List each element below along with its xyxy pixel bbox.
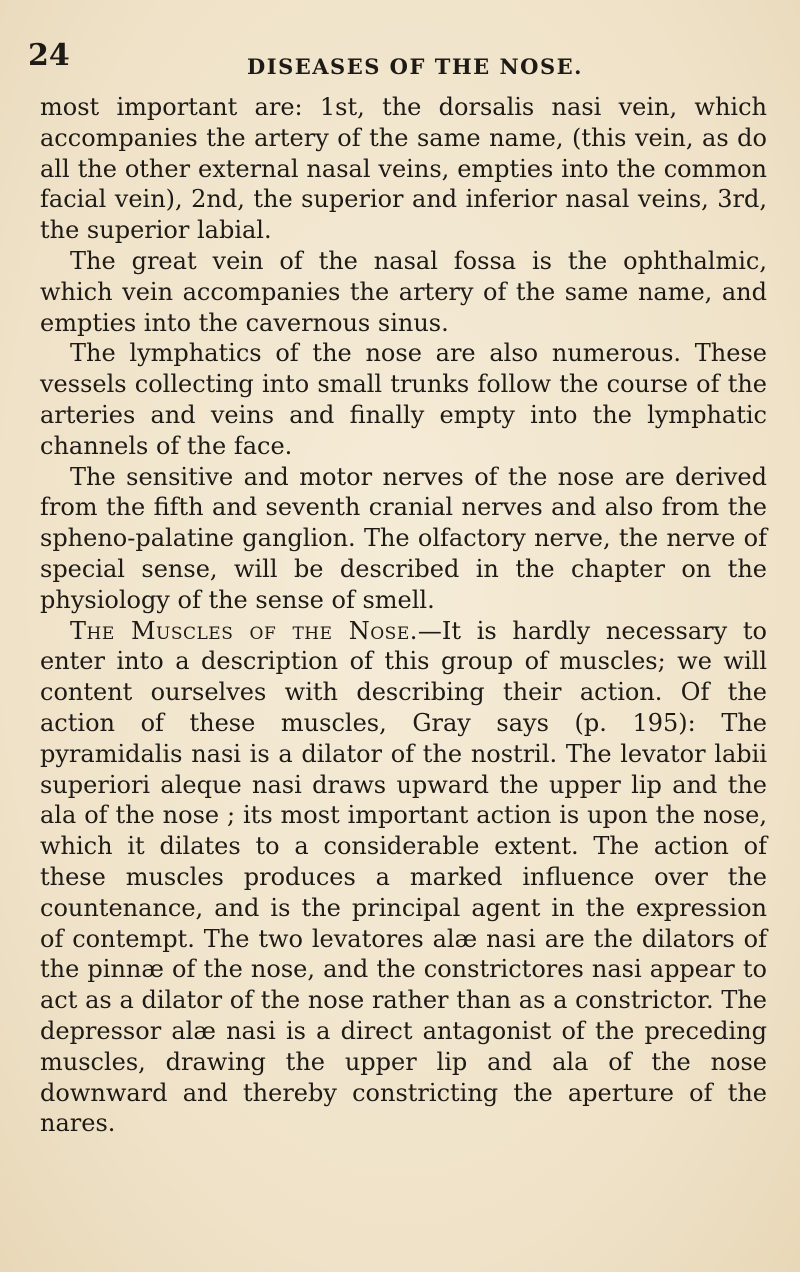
paragraph-ophthalmic-vein: The great vein of the nasal fossa is the ophthalmic, which vein accompanies the artery of the same name, and empties into the cavernous sinus. bbox=[40, 246, 767, 337]
paragraph-veins-continued: most important are: 1st, the dorsalis nasi vein, which accompanies the artery of the same name, (this vein, as do all the other external nasal veins, empties into the common facial vein), 2nd, the superior and inferior nasal veins, 3rd, the superior labial. bbox=[40, 93, 767, 245]
paragraph-nerves: The sensitive and motor nerves of the nose are derived from the fifth and seventh cranial nerves and also from the spheno-palatine ganglion. The olfactory nerve, the nerve of special sense, will be described in the chapter on the physiology of the sense of smell. bbox=[40, 462, 767, 614]
paragraph-lymphatics: The lymphatics of the nose are also numerous. These vessels collecting into small trunks follow the course of the arteries and veins and finally empty into the lymphatic channels of the face. bbox=[40, 339, 767, 460]
paragraph-muscles-text: —It is hardly necessary to enter into a description of this group of muscles; we will content ourselves with describing their action. Of the action of these muscles, Gray says (p. 195): The pyramidalis nasi is a dilator of the nostril. The levator labii superiori aleque nasi draws upward the upper lip and the ala of the nose ; its most important action is upon the nose, which it dilates to a considerable extent. The action of these muscles produces a marked influence over the countenance, and is the principal agent in the expression of contempt. The two levatores alæ nasi are the dilators of the pinnæ of the nose, and the constrictores nasi appear to act as a dilator of the nose rather than as a constrictor. The depressor alæ nasi is a direct antagonist of the preceding muscles, drawing the upper lip and ala of the nose downward and thereby constricting the aperture of the nares. bbox=[40, 616, 767, 1138]
paragraph-muscles bbox=[40, 616, 767, 1140]
running-head: DISEASES OF THE NOSE. bbox=[247, 54, 583, 79]
section-heading-muscles: The Muscles of the Nose. bbox=[70, 616, 418, 645]
page-number: 24 bbox=[28, 38, 70, 73]
body-text bbox=[40, 92, 767, 1139]
